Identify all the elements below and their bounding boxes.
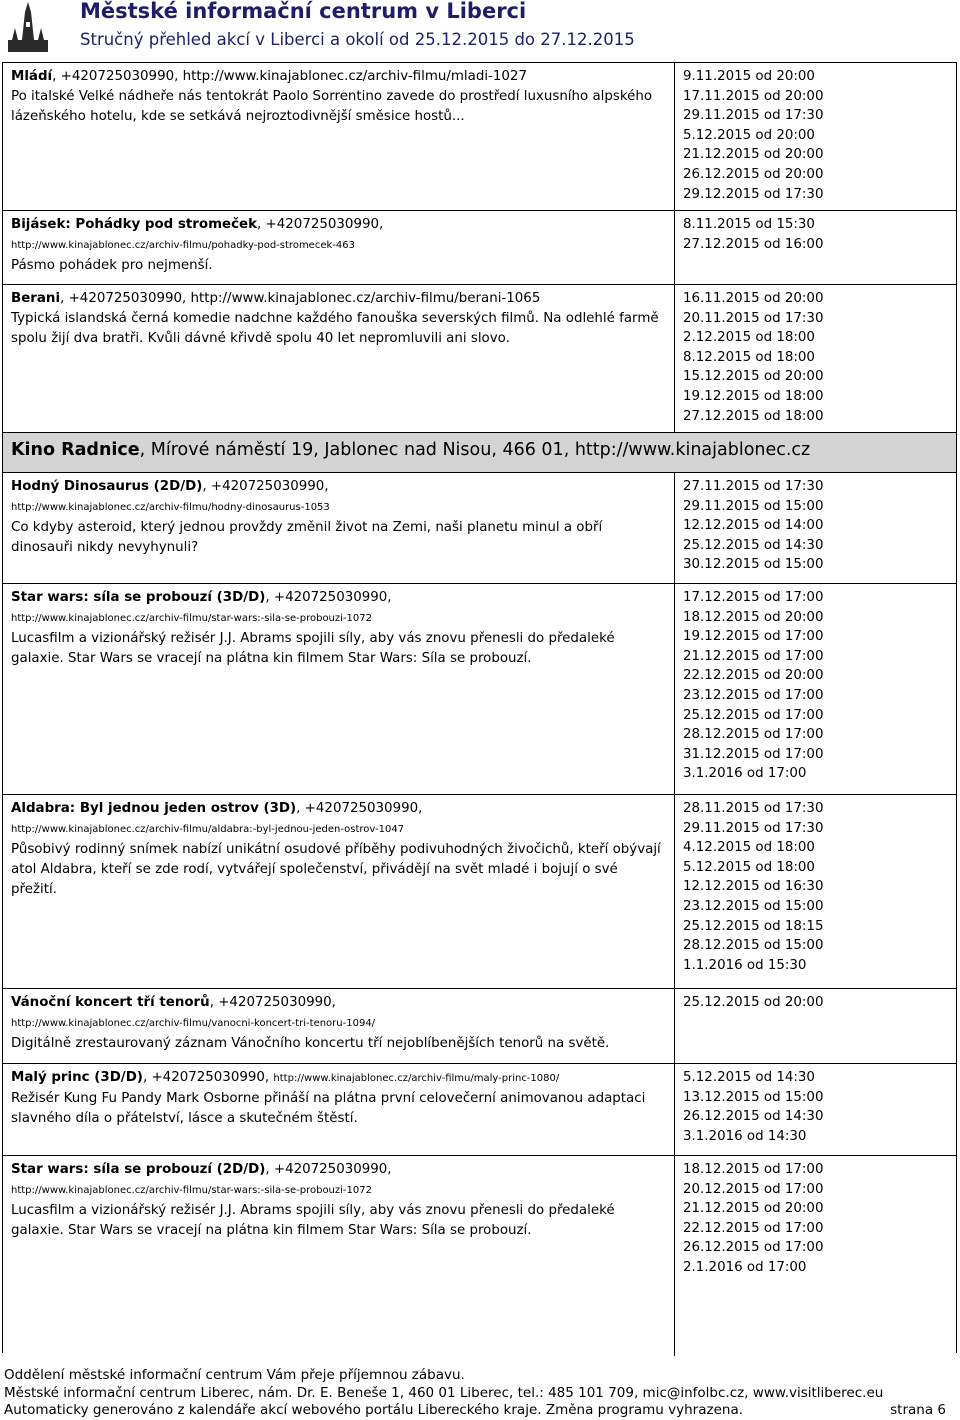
page-number: strana 6: [890, 1402, 946, 1418]
event-url[interactable]: http://www.kinajablonec.cz/archiv-filmu/vanocni-koncert-tri-tenoru-1094/: [11, 1018, 376, 1029]
event-date: 23.12.2015 od 15:00: [683, 898, 824, 914]
event-description: Digitálně zrestaurovaný záznam Vánočního koncertu tří nejoblíbenějších tenorů na světě.: [11, 1036, 610, 1051]
event-title: Bijásek: Pohádky pod stromeček: [11, 217, 258, 232]
event-date: 30.12.2015 od 15:00: [683, 557, 824, 573]
cinema-name: Kino Radnice: [11, 440, 140, 460]
cinema-address: , Mírové náměstí 19, Jablonec nad Nisou, 466 01, http://www.kinajablonec.cz: [139, 440, 811, 460]
event-dates: [675, 1156, 956, 1356]
event-date: 17.11.2015 od 20:00: [683, 88, 824, 104]
event-date: 5.12.2015 od 14:30: [683, 1070, 815, 1085]
event-dates: [675, 63, 956, 210]
event-date: 29.11.2015 od 17:30: [683, 108, 824, 124]
event-row: [3, 63, 956, 211]
event-date: 3.1.2016 od 17:00: [683, 766, 807, 782]
event-description: Typická islandská černá komedie nadchne každého fanouška severských filmů. Na odlehlé farmě spolu žijí dva bratři. Kvůli dávné křivdě spolu 40 let nepromluvili ani slovo.: [11, 311, 659, 346]
event-date: 29.11.2015 od 15:00: [683, 498, 824, 514]
event-contact: , +420725030990,: [209, 995, 336, 1010]
event-date: 25.12.2015 od 17:00: [683, 707, 824, 723]
event-row: [3, 1064, 956, 1156]
event-description-cell: [3, 473, 675, 583]
event-row: [3, 989, 956, 1064]
event-row: [3, 584, 956, 795]
event-title: Mládí: [11, 69, 53, 84]
event-date: 26.12.2015 od 14:30: [683, 1109, 824, 1125]
event-date: 27.11.2015 od 17:30: [683, 479, 824, 494]
event-date: 28.12.2015 od 17:00: [683, 727, 824, 743]
event-dates: [675, 473, 956, 583]
event-contact: , +420725030990,: [265, 590, 392, 605]
event-row: [3, 1156, 956, 1356]
event-description-cell: [3, 989, 675, 1063]
events-table: [2, 62, 957, 1353]
event-url[interactable]: http://www.kinajablonec.cz/archiv-filmu/star-wars:-sila-se-probouzi-1072: [11, 613, 372, 624]
event-date: 22.12.2015 od 17:00: [683, 1220, 824, 1236]
event-description-cell: [3, 63, 675, 210]
event-date: 20.12.2015 od 17:00: [683, 1181, 824, 1197]
page-subtitle: Stručný přehled akcí v Liberci a okolí od 25.12.2015 do 27.12.2015: [80, 30, 635, 49]
event-description: Lucasfilm a vizionářský režisér J.J. Abrams spojili síly, aby vás znovu přenesli do předaleké galaxie. Star Wars se vracejí na plátna kin filmem Star Wars: Síla se probouzí.: [11, 631, 615, 666]
page-title: Městské informační centrum v Liberci: [80, 0, 527, 23]
event-row: [3, 211, 956, 285]
event-dates: [675, 211, 956, 284]
event-title: Star wars: síla se probouzí (3D/D): [11, 590, 266, 605]
footer-disclaimer: Automaticky generováno z kalendáře akcí webového portálu Libereckého kraje. Změna programu vyhrazena.: [4, 1402, 744, 1418]
event-description-cell: [3, 285, 675, 432]
event-title: Hodný Dinosaurus (2D/D): [11, 479, 203, 494]
event-date: 26.12.2015 od 20:00: [683, 166, 824, 182]
event-description-cell: [3, 584, 675, 794]
event-date: 2.12.2015 od 18:00: [683, 330, 815, 346]
event-url[interactable]: http://www.kinajablonec.cz/archiv-filmu/star-wars:-sila-se-probouzi-1072: [11, 1185, 372, 1196]
event-date: 23.12.2015 od 17:00: [683, 687, 824, 703]
event-date: 28.11.2015 od 17:30: [683, 801, 824, 816]
event-contact: , +420725030990, http://www.kinajablonec.cz/archiv-filmu/berani-1065: [60, 291, 541, 306]
event-date: 13.12.2015 od 15:00: [683, 1089, 824, 1105]
event-date: 22.12.2015 od 20:00: [683, 668, 824, 684]
page-footer: [4, 1367, 956, 1420]
event-description: Lucasfilm a vizionářský režisér J.J. Abrams spojili síly, aby vás znovu přenesli do předaleké galaxie. Star Wars se vracejí na plátna kin filmem Star Wars: Síla se probouzí.: [11, 1203, 615, 1238]
event-date: 29.12.2015 od 17:30: [683, 186, 824, 202]
event-dates: [675, 584, 956, 794]
event-date: 19.12.2015 od 17:00: [683, 629, 824, 645]
event-url[interactable]: http://www.kinajablonec.cz/archiv-filmu/pohadky-pod-stromecek-463: [11, 240, 355, 251]
event-description-cell: [3, 211, 675, 284]
event-date: 5.12.2015 od 18:00: [683, 859, 815, 875]
event-contact: , +420725030990, http://www.kinajablonec.cz/archiv-filmu/mladi-1027: [52, 69, 527, 84]
event-dates: [675, 795, 956, 988]
page-header: [0, 0, 960, 60]
event-contact: , +420725030990,: [296, 801, 423, 816]
event-date: 28.12.2015 od 15:00: [683, 938, 824, 954]
event-date: 26.12.2015 od 17:00: [683, 1240, 824, 1256]
event-dates: [675, 989, 956, 1063]
event-date: 12.12.2015 od 16:30: [683, 879, 824, 895]
event-date: 21.12.2015 od 20:00: [683, 1201, 824, 1217]
event-date: 15.12.2015 od 20:00: [683, 369, 824, 385]
event-date: 25.12.2015 od 14:30: [683, 537, 824, 553]
event-date: 9.11.2015 od 20:00: [683, 69, 815, 84]
event-title: Vánoční koncert tří tenorů: [11, 995, 210, 1010]
event-date: 16.11.2015 od 20:00: [683, 291, 824, 306]
event-date: 8.11.2015 od 15:30: [683, 217, 815, 232]
event-date: 29.11.2015 od 17:30: [683, 820, 824, 836]
event-date: 21.12.2015 od 20:00: [683, 147, 824, 163]
event-date: 1.1.2016 od 15:30: [683, 957, 807, 973]
event-description-cell: [3, 1064, 675, 1155]
event-date: 31.12.2015 od 17:00: [683, 746, 824, 762]
event-contact: , +420725030990,: [142, 1070, 274, 1085]
event-date: 25.12.2015 od 18:15: [683, 918, 824, 934]
event-date: 8.12.2015 od 18:00: [683, 349, 815, 365]
event-url[interactable]: http://www.kinajablonec.cz/archiv-filmu/maly-princ-1080/: [273, 1073, 560, 1084]
event-date: 5.12.2015 od 20:00: [683, 127, 815, 143]
event-date: 3.1.2016 od 14:30: [683, 1128, 807, 1144]
event-date: 18.12.2015 od 20:00: [683, 609, 824, 625]
event-contact: , +420725030990,: [202, 479, 329, 494]
event-description: Pásmo pohádek pro nejmenší.: [11, 258, 213, 273]
event-description-cell: [3, 1156, 675, 1356]
liberec-town-hall-logo-icon: [8, 2, 48, 52]
event-date: 2.1.2016 od 17:00: [683, 1259, 807, 1275]
event-description-cell: [3, 795, 675, 988]
event-date: 18.12.2015 od 17:00: [683, 1162, 824, 1177]
event-dates: [675, 285, 956, 432]
event-description: Režisér Kung Fu Pandy Mark Osborne přináší na plátna první celovečerní animovanou adaptaci slavného díla o přátelství, lásce a skutečném štěstí.: [11, 1091, 646, 1126]
event-url[interactable]: http://www.kinajablonec.cz/archiv-filmu/hodny-dinosaurus-1053: [11, 502, 330, 513]
event-date: 20.11.2015 od 17:30: [683, 310, 824, 326]
event-contact: , +420725030990,: [265, 1162, 392, 1177]
event-title: Malý princ (3D/D): [11, 1070, 143, 1085]
event-date: 12.12.2015 od 14:00: [683, 518, 824, 534]
event-row: [3, 285, 956, 433]
event-date: 27.12.2015 od 16:00: [683, 236, 824, 252]
event-description: Po italské Velké nádheře nás tentokrát Paolo Sorrentino zavede do prostředí luxusního alpského lázeňského hotelu, kde se setkává nejroztodivnější směsice hostů...: [11, 89, 653, 124]
event-row: [3, 473, 956, 584]
event-dates: [675, 1064, 956, 1155]
footer-disclaimer-row: [4, 1402, 956, 1420]
event-row: [3, 795, 956, 989]
event-date: 25.12.2015 od 20:00: [683, 995, 824, 1010]
event-date: 4.12.2015 od 18:00: [683, 840, 815, 856]
event-description: Co kdyby asteroid, který jednou provždy změnil život na Zemi, naši planetu minul a obří dinosauři nikdy nevyhynuli?: [11, 520, 603, 555]
event-title: Aldabra: Byl jednou jeden ostrov (3D): [11, 801, 297, 816]
event-url[interactable]: http://www.kinajablonec.cz/archiv-filmu/aldabra:-byl-jednou-jeden-ostrov-1047: [11, 824, 405, 835]
event-date: 27.12.2015 od 18:00: [683, 408, 824, 424]
footer-greeting: Oddělení městské informační centrum Vám přeje příjemnou zábavu.: [4, 1367, 465, 1383]
footer-contact: Městské informační centrum Liberec, nám. Dr. E. Beneše 1, 460 01 Liberec, tel.: 485 101 709, mic@infolbc.cz, www.visitliberec.eu: [4, 1384, 884, 1401]
cinema-header: [3, 433, 956, 473]
event-date: 21.12.2015 od 17:00: [683, 648, 824, 664]
event-contact: , +420725030990,: [257, 217, 384, 232]
event-description: Působivý rodinný snímek nabízí unikátní osudové příběhy podivuhodných živočichů, kteří obývají atol Aldabra, kteří se zde rodí, vytvářejí společenství, přivádějí na svět mladé i bojují o své přežití.: [11, 842, 661, 897]
event-title: Berani: [11, 291, 61, 306]
event-title: Star wars: síla se probouzí (2D/D): [11, 1162, 266, 1177]
event-date: 17.12.2015 od 17:00: [683, 590, 824, 605]
event-date: 19.12.2015 od 18:00: [683, 388, 824, 404]
